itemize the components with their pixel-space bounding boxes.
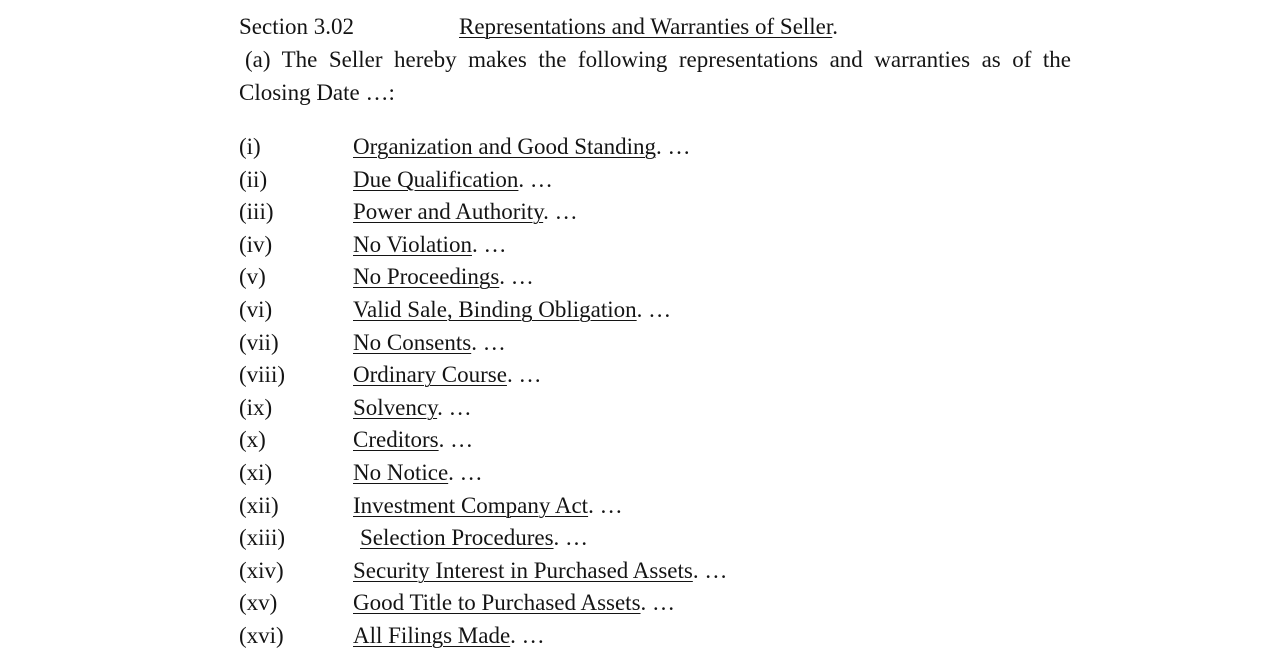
item-title: Ordinary Course: [353, 362, 507, 388]
list-item: [239, 261, 1079, 294]
list-item: [239, 587, 1079, 620]
item-title: Security Interest in Purchased Assets: [353, 557, 693, 583]
item-title: Good Title to Purchased Assets: [353, 590, 641, 616]
item-number: (xii): [239, 492, 279, 518]
item-suffix: . …: [636, 296, 672, 322]
item-title: Organization and Good Standing: [353, 134, 656, 159]
item-title: All Filings Made: [353, 622, 511, 648]
list-item: [239, 131, 1079, 164]
item-title: Power and Authority: [353, 199, 544, 225]
item-title: No Consents: [353, 329, 472, 355]
section-number: Section 3.02: [239, 14, 354, 39]
item-number: (v): [239, 264, 266, 290]
item-number: (x): [239, 427, 266, 453]
item-number: (viii): [239, 362, 285, 388]
list-item: [239, 359, 1079, 392]
item-title: No Violation: [353, 231, 472, 257]
item-number: (vi): [239, 296, 273, 322]
item-number: (xiii): [239, 525, 285, 551]
item-suffix: . …: [553, 525, 589, 551]
item-suffix: . …: [471, 329, 506, 355]
item-title: No Notice: [353, 459, 449, 485]
list-item: [239, 620, 1079, 653]
item-suffix: . …: [588, 492, 623, 518]
item-number: (ii): [239, 166, 268, 192]
list-item: [239, 490, 1079, 523]
item-number: (xiv): [239, 557, 284, 583]
item-title: Solvency: [353, 394, 438, 420]
item-title: Selection Procedures: [360, 525, 554, 551]
list-item: [239, 522, 1079, 555]
item-title: Due Qualification: [353, 166, 519, 192]
item-suffix: . …: [448, 459, 483, 485]
section-title: Representations and Warranties of Seller: [459, 14, 833, 39]
item-number: (i): [239, 134, 261, 159]
item-suffix: . …: [471, 231, 507, 257]
item-number: (ix): [239, 394, 273, 420]
representations-list: [239, 131, 1079, 653]
list-item: [239, 164, 1079, 197]
item-number: (xvi): [239, 622, 284, 648]
list-item: [239, 229, 1079, 262]
list-item: [239, 457, 1079, 490]
item-number: (vii): [239, 329, 279, 355]
list-item: [239, 555, 1079, 588]
item-suffix: . …: [543, 199, 578, 225]
list-item: [239, 196, 1079, 229]
item-suffix: . …: [437, 394, 472, 420]
item-title: Creditors: [353, 427, 439, 453]
item-suffix: . …: [518, 166, 553, 192]
item-suffix: . …: [510, 622, 545, 648]
item-suffix: . …: [506, 362, 542, 388]
list-item: [239, 424, 1079, 457]
list-item: [239, 392, 1079, 425]
intro-paragraph: [239, 43, 1079, 109]
item-suffix: . …: [656, 134, 691, 159]
section-heading: [239, 10, 1079, 43]
intro-line-1: (a) The Seller hereby makes the following representations and warranties as of the: [245, 47, 1071, 72]
intro-line-2: Closing Date …:: [239, 80, 395, 105]
item-number: (xi): [239, 459, 273, 485]
list-item: [239, 327, 1079, 360]
item-title: Valid Sale, Binding Obligation: [353, 296, 637, 322]
item-title: Investment Company Act: [353, 492, 589, 518]
document-body: [239, 10, 1079, 653]
item-suffix: . …: [438, 427, 474, 453]
item-title: No Proceedings: [353, 264, 500, 290]
item-suffix: . …: [499, 264, 534, 290]
item-number: (iv): [239, 231, 273, 257]
item-number: (xv): [239, 590, 278, 616]
list-item: [239, 294, 1079, 327]
item-suffix: . …: [692, 557, 728, 583]
section-title-suffix: .: [832, 14, 839, 39]
item-number: (iii): [239, 199, 274, 225]
item-suffix: . …: [640, 590, 676, 616]
